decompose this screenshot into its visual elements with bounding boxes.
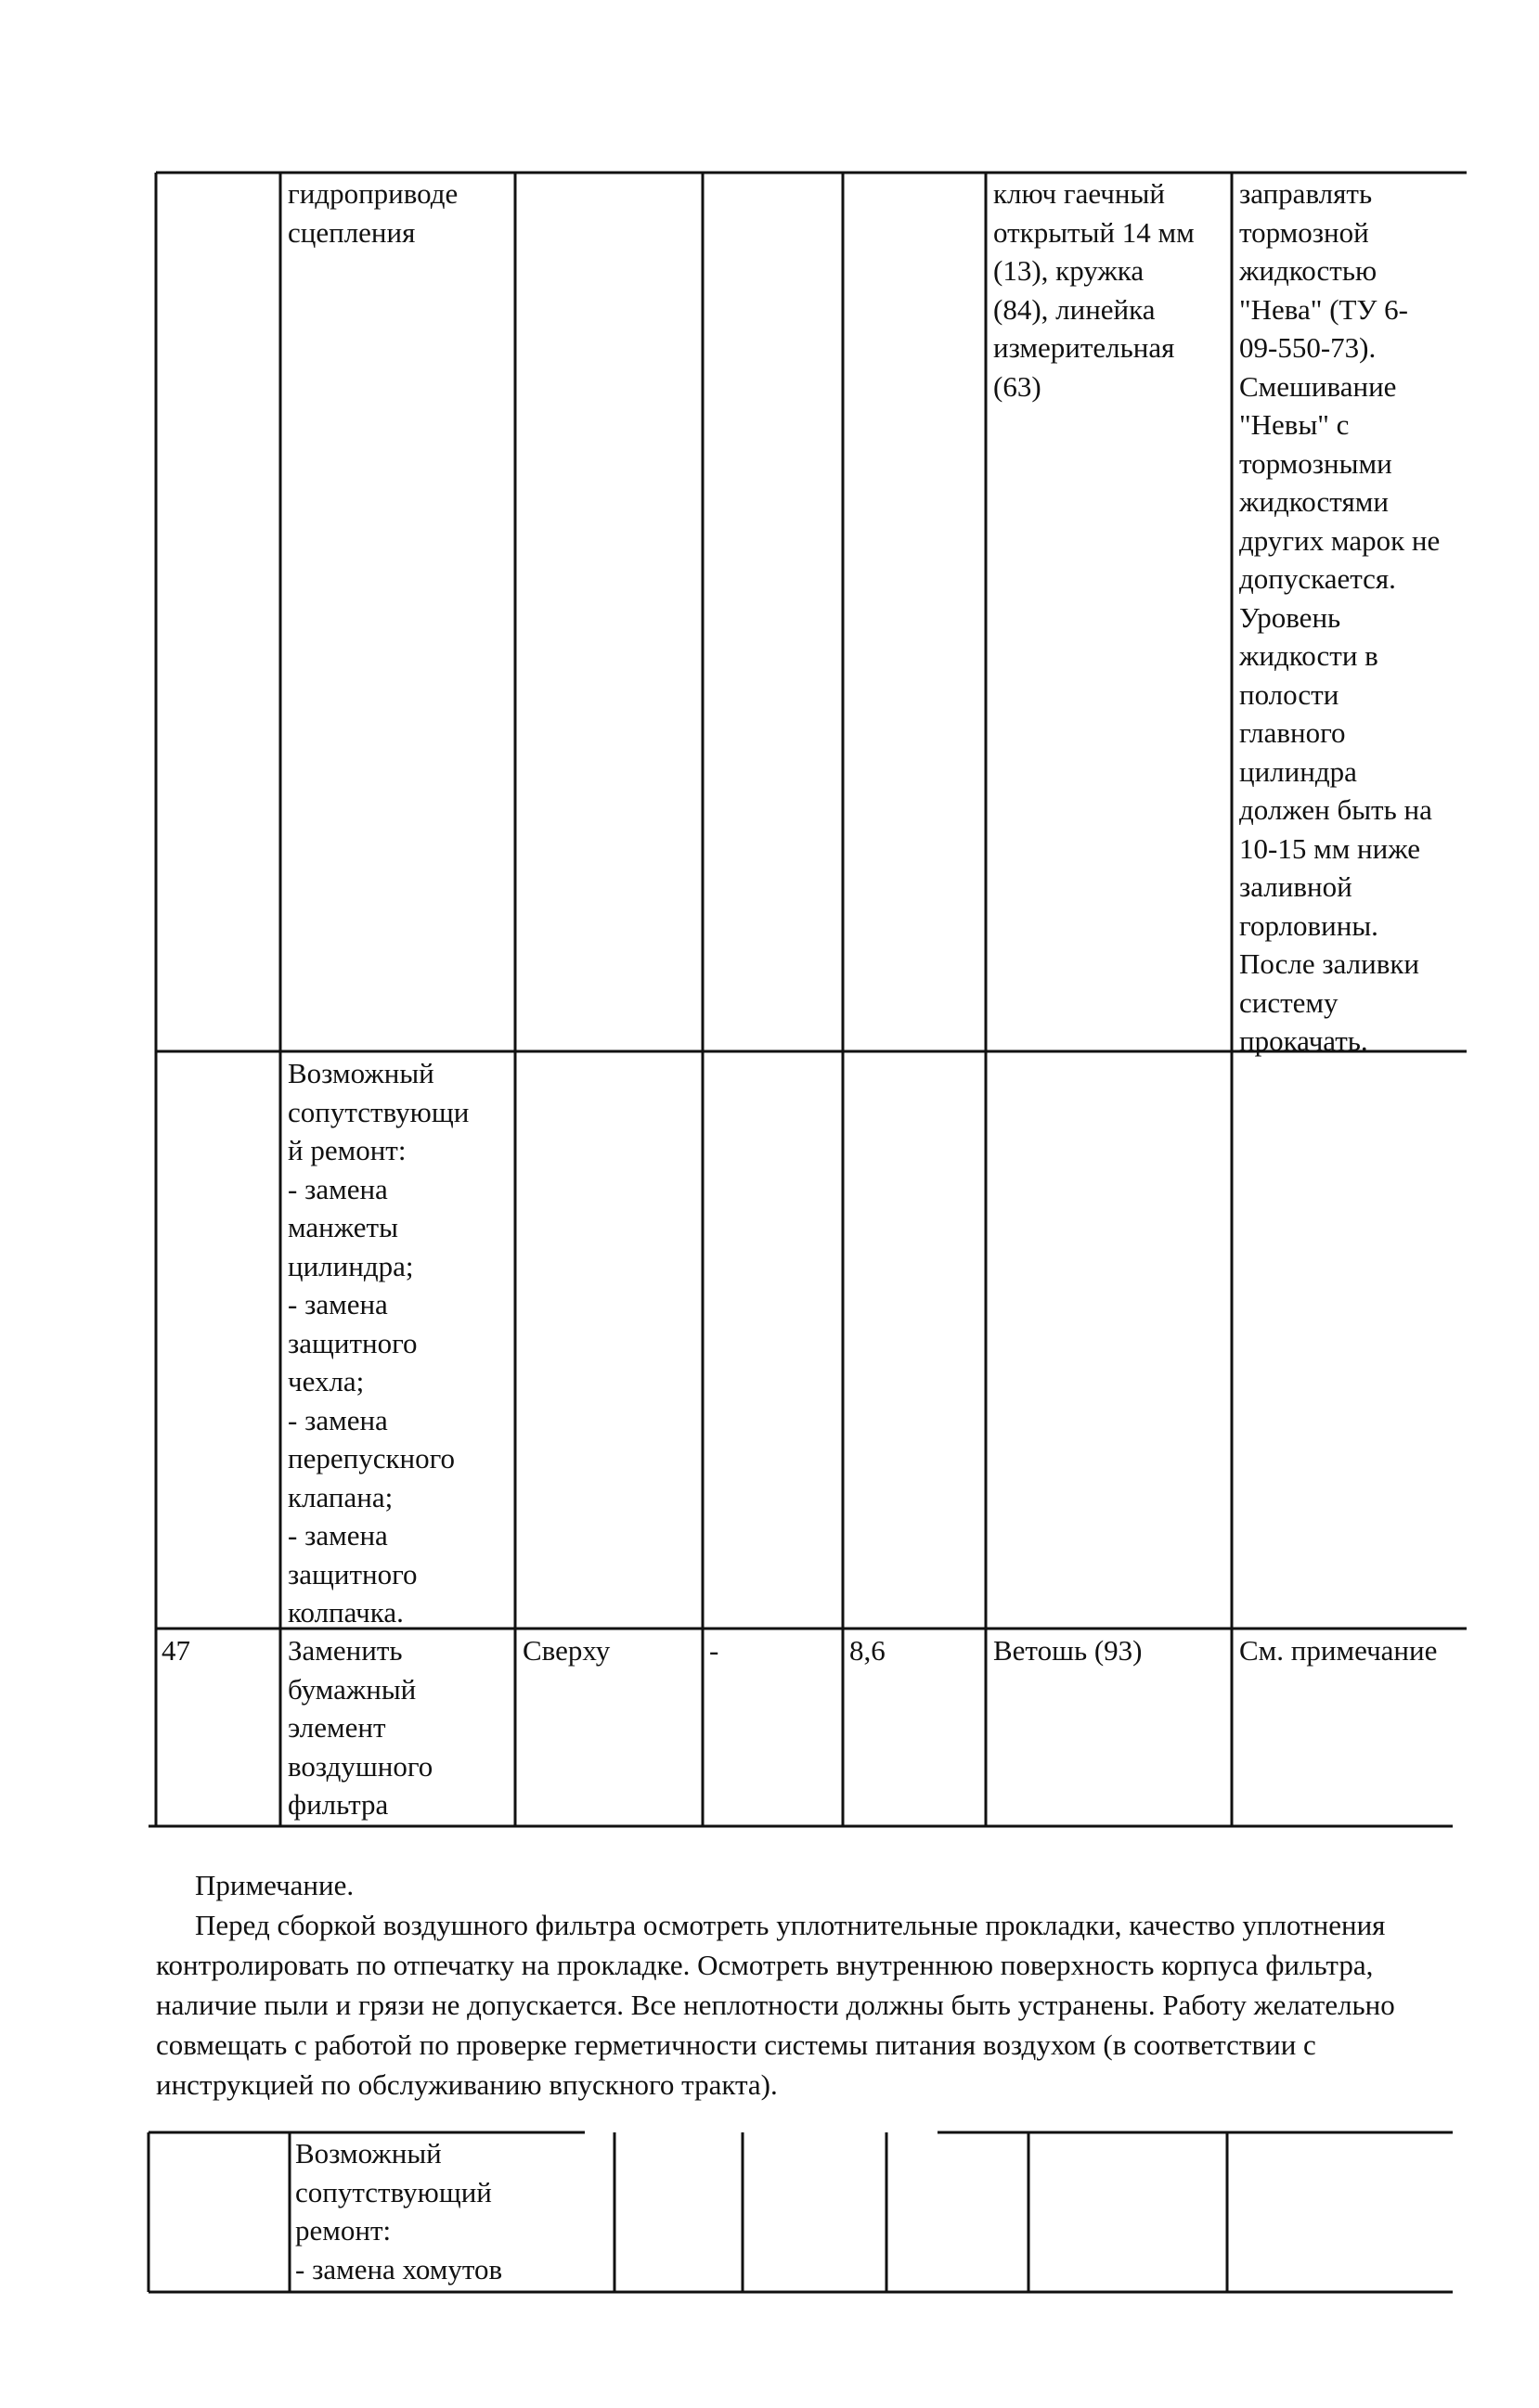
note-title: Примечание. — [195, 1869, 355, 1901]
note-paragraph: Перед сборкой воздушного фильтра осмотреть уплотнительные прокладки, качество уплотнения контролировать по отпечатку на прокладке. Осмотреть внутреннюю поверхность корпуса фильтра, наличие пыли и грязи не допускается. Все неплотности должны быть устранены. Работу желательно совмещать с работой по проверке герметичности системы питания воздухом (в соответствии с инструкцией по обслуживанию впускного тракта). — [156, 1909, 1395, 2101]
row47-value-cell: 8,6 — [849, 1634, 886, 1667]
repair-operation-cell: Возможный сопутствующи й ремонт: - замена манжеты цилиндра; - замена защитного чехла; - замена перепускного клапана; - замена защитного колпачка. — [288, 1057, 470, 1629]
row47-position-cell: Сверху — [523, 1634, 611, 1667]
cont-operation-cell: гидроприводе сцепления — [288, 177, 459, 249]
row47-number-cell: 47 — [162, 1634, 190, 1667]
cont-notes-cell: заправлять тормозной жидкостью "Нева" (ТУ 6- 09-550-73). Смешивание "Невы" с тормозными жидкостями других марок не допускается. Уровень жидкости в полости главного цилиндра должен быть на 10-15 мм ниже заливной горловины. После заливки систему прокачать. — [1239, 177, 1441, 1057]
bottom-repair-cell: Возможный сопутствующий ремонт: - замена хомутов — [295, 2137, 503, 2286]
row47-tools-cell: Ветошь (93) — [993, 1634, 1143, 1667]
row47-dash-cell: - — [709, 1634, 719, 1667]
row47-operation-cell: Заменить бумажный элемент воздушного фильтра — [288, 1634, 433, 1821]
cont-tools-cell: ключ гаечный открытый 14 мм (13), кружка (84), линейка измерительная (63) — [993, 177, 1195, 403]
row47-notes-cell: См. примечание — [1239, 1634, 1438, 1667]
